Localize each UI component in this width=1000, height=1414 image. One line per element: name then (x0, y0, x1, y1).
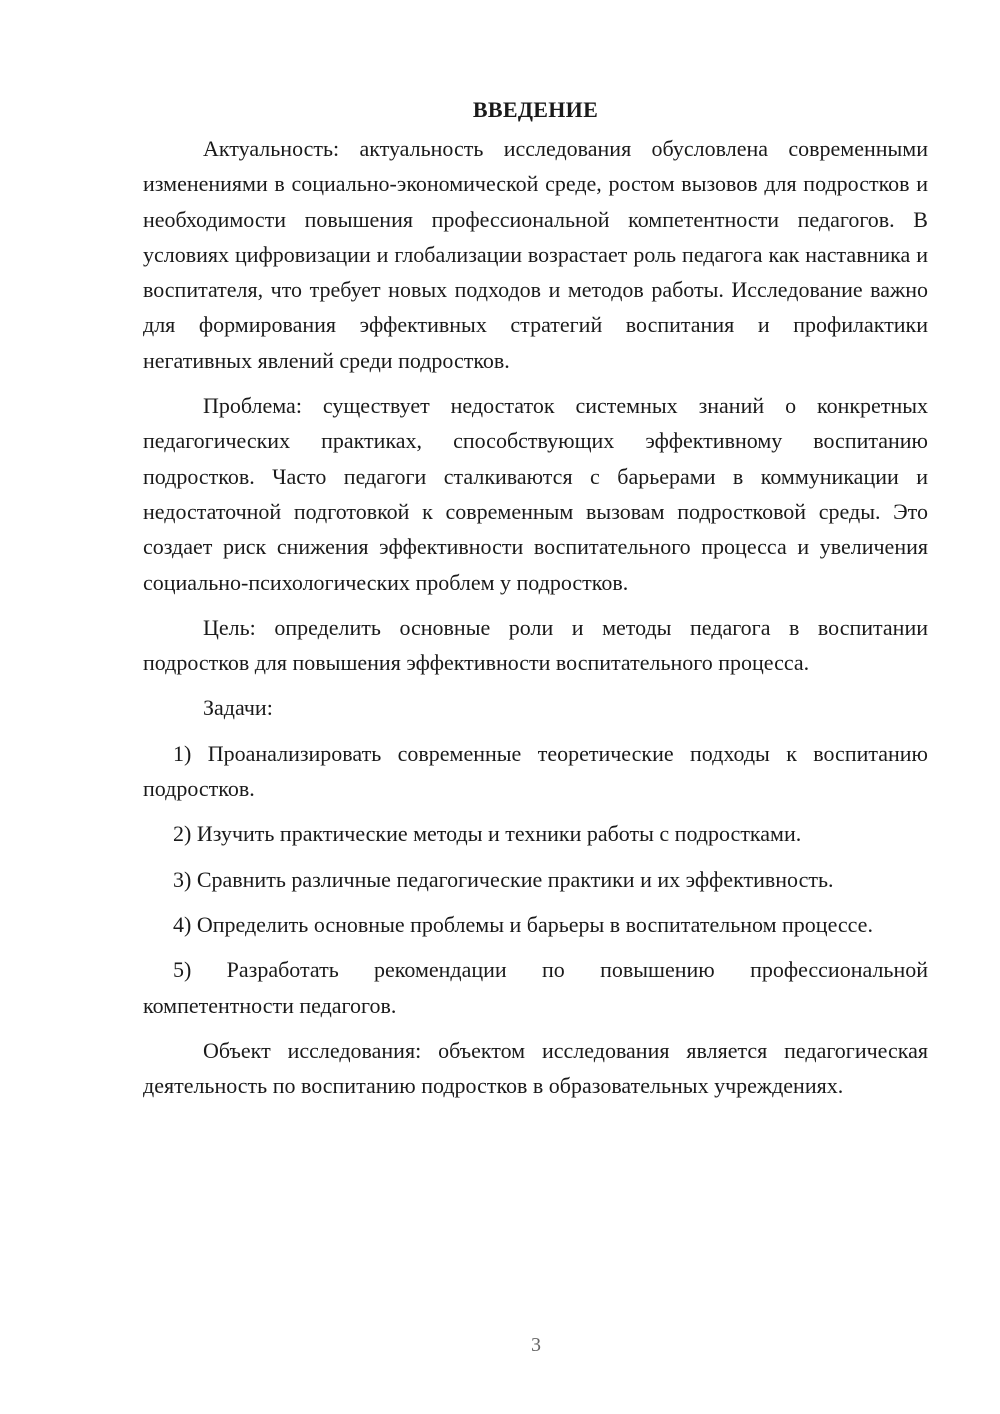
page-number: 3 (531, 1334, 541, 1356)
relevance-paragraph: Актуальность: актуальность исследования обусловлена современными изменениями в социально-экономической среде, ростом вызовов для подростков и необходимости повышения профессиональной компетентности педагогов. В условиях цифровизации и глобализации возрастает роль педагога как наставника и воспитателя, что требует новых подходов и методов работы. Исследование важно для формирования эффективных стратегий воспитания и профилактики негативных явлений среди подростков. (143, 136, 928, 373)
object-paragraph: Объект исследования: объектом исследования является педагогическая деятельность по воспитанию подростков в образовательных учреждениях. (143, 1037, 928, 1099)
section-title: ВВЕДЕНИЕ (472, 97, 599, 122)
task-item-4: 4) Определить основные проблемы и барьеры в воспитательном процессе. (173, 911, 873, 937)
task-item-2: 2) Изучить практические методы и техники работы с подростками. (173, 821, 802, 847)
goal-paragraph: Цель: определить основные роли и методы педагога в воспитании подростков для повышения эффективности воспитательного процесса. (143, 614, 928, 676)
task-item-5: 5) Разработать рекомендации по повышению профессиональной компетентности педагогов. (143, 957, 928, 1018)
document-body (143, 92, 928, 1113)
tasks-heading: Задачи: (203, 695, 273, 721)
task-item-1: 1) Проанализировать современные теоретические подходы к воспитанию подростков. (143, 740, 928, 802)
problem-paragraph: Проблема: существует недостаток системных знаний о конкретных педагогических практиках, способствующих эффективному воспитанию подростков. Часто педагоги сталкиваются с барьерами в коммуникации и недостаточной подготовкой к современным вызовам подростковой среды. Это создает риск снижения эффективности воспитательного процесса и увеличения социально-психологических проблем у подростков. (143, 393, 928, 595)
task-item-3: 3) Сравнить различные педагогические практики и их эффективность. (173, 866, 834, 892)
